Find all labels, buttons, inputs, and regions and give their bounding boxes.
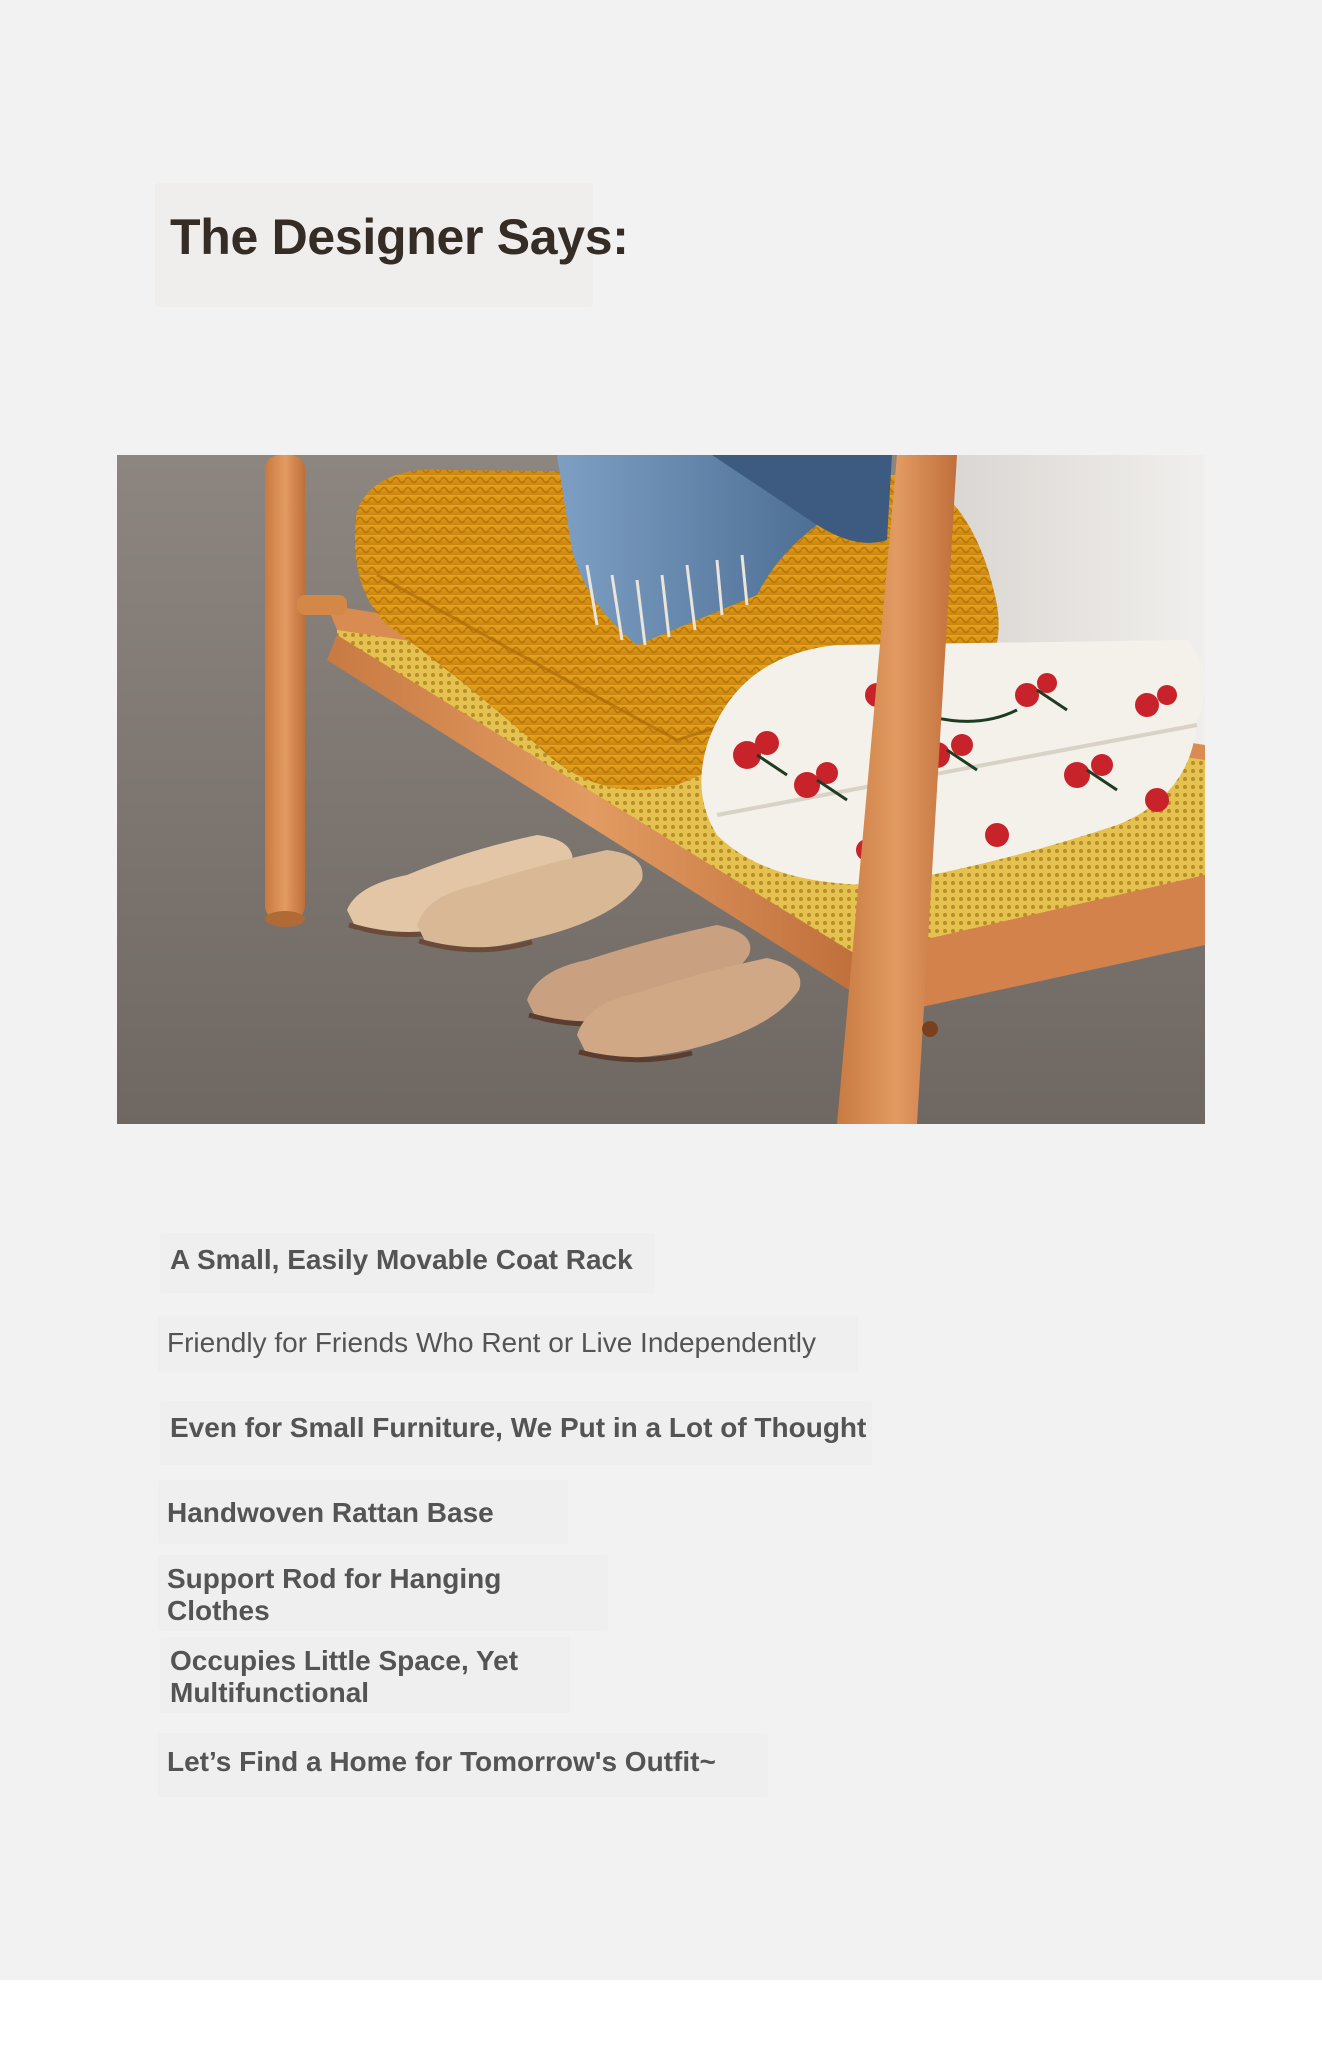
feature-line-multifunctional: Occupies Little Space, Yet Multifunctional — [170, 1645, 519, 1708]
feature-line-renters: Friendly for Friends Who Rent or Live Independently — [167, 1327, 816, 1358]
coat-rack-photo — [117, 455, 1205, 1124]
feature-line-closing: Let’s Find a Home for Tomorrow's Outfit~ — [167, 1746, 716, 1777]
coat-rack-photo-illustration — [117, 455, 1205, 1124]
feature-line-thought: Even for Small Furniture, We Put in a Lot of Thought — [170, 1412, 867, 1443]
page-title: The Designer Says: — [170, 209, 629, 265]
feature-line-support-rod: Support Rod for Hanging Clothes — [167, 1563, 502, 1626]
feature-line-rattan-base: Handwoven Rattan Base — [167, 1497, 494, 1528]
feature-line-movable-rack: A Small, Easily Movable Coat Rack — [170, 1244, 633, 1275]
